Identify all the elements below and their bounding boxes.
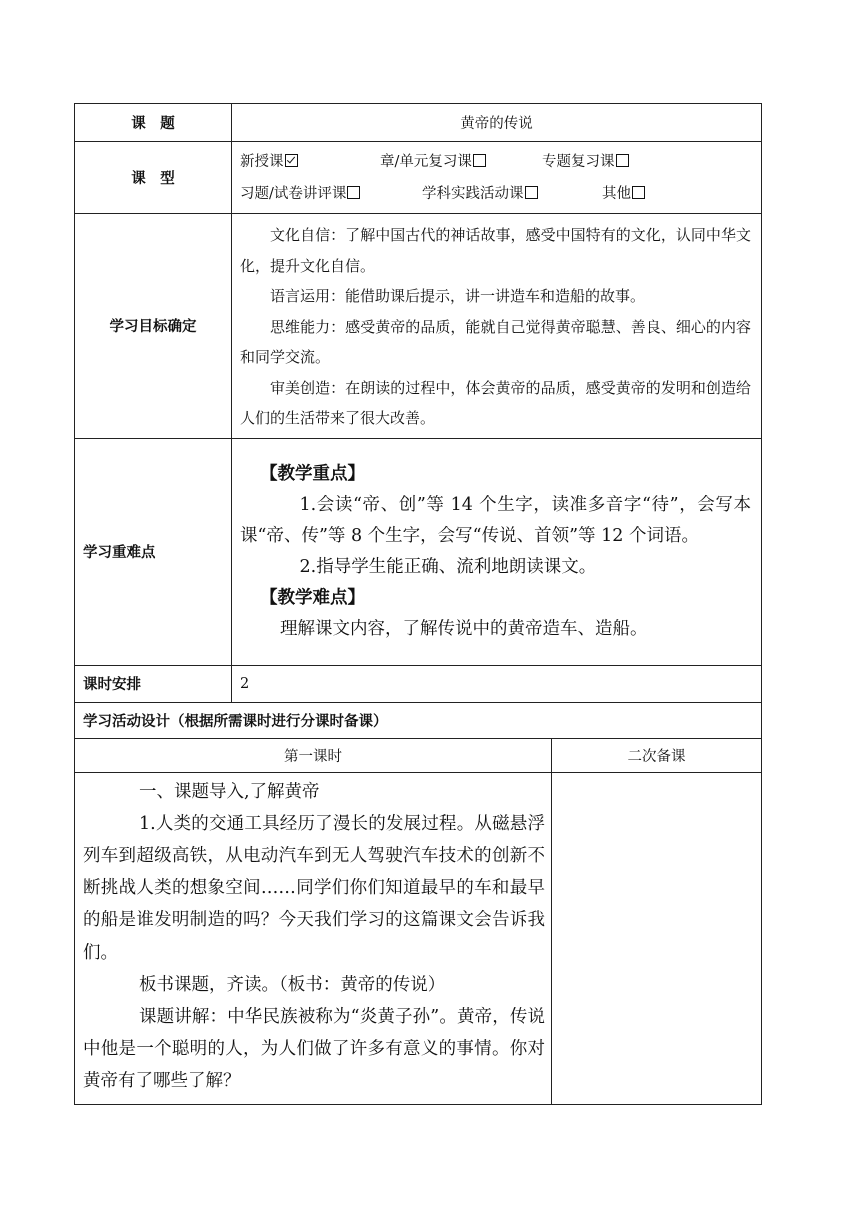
checkbox-icon [616, 154, 629, 167]
lesson-paragraph: 1.人类的交通工具经历了漫长的发展过程。从磁悬浮列车到超级高铁，从电动汽车到无人驾驶汽车技术的创新不断挑战人类的想象空间……同学们你们知道最早的车和最早的船是谁发明制造的吗？今天我们学习的这篇课文会告诉我们。 [83, 813, 545, 963]
goals-content [232, 214, 762, 439]
focus-item: 2.指导学生能正确、流利地朗读课文。 [299, 556, 597, 577]
lesson-type-label: 课 型 [75, 142, 232, 214]
schedule-row [75, 665, 762, 702]
topic-label: 课 题 [75, 104, 232, 142]
checkbox-icon [632, 186, 645, 199]
key-points-row [75, 438, 762, 665]
focus-heading: 【教学重点】 [260, 463, 365, 484]
option-exercise-review: 习题/试卷讲评课 [240, 178, 422, 210]
difficulty-text: 理解课文内容，了解传说中的黄帝造车、造船。 [280, 618, 648, 639]
checkbox-icon [525, 186, 538, 199]
focus-item: 1.会读“帝、创”等 14 个生字，读准多音字“待”，会写本课“帝、传”等 8 个生字，会写“传说、首领”等 12 个词语。 [240, 494, 751, 546]
difficulty-heading: 【教学难点】 [260, 587, 365, 608]
topic-value: 黄帝的传说 [232, 104, 762, 142]
lesson-paragraph: 课题讲解：中华民族被称为“炎黄子孙”。黄帝，传说中他是一个聪明的人，为人们做了许多有意义的事情。你对黄帝有了哪些了解？ [83, 1006, 545, 1092]
goal-culture: 文化自信：了解中国古代的神话故事，感受中国特有的文化，认同中华文化，提升文化自信。 [240, 226, 751, 275]
design-columns-row [75, 738, 762, 772]
option-topic-review: 专题复习课 [542, 146, 629, 178]
lesson-plan-table [74, 103, 762, 1105]
first-lesson-header: 第一课时 [75, 738, 552, 772]
option-practice: 学科实践活动课 [422, 178, 602, 210]
second-prep-header: 二次备课 [552, 738, 762, 772]
schedule-value: 2 [232, 665, 762, 702]
design-heading-row [75, 702, 762, 738]
goals-label: 学习目标确定 [75, 214, 232, 439]
goal-language: 语言运用：能借助课后提示，讲一讲造车和造船的故事。 [270, 287, 646, 305]
lesson-type-line-2 [232, 178, 761, 210]
lesson-type-options [232, 142, 762, 214]
option-new-lesson: 新授课 [240, 146, 380, 178]
key-points-content [232, 438, 762, 665]
second-prep-content [552, 772, 762, 1104]
key-points-label: 学习重难点 [75, 438, 232, 665]
section-heading: 一、课题导入,了解黄帝 [139, 781, 320, 802]
goals-row [75, 214, 762, 439]
checkbox-icon [347, 186, 360, 199]
first-lesson-content [75, 772, 552, 1104]
goal-thinking: 思维能力：感受黄帝的品质，能就自己觉得黄帝聪慧、善良、细心的内容和同学交流。 [240, 317, 751, 366]
option-unit-review: 章/单元复习课 [380, 146, 542, 178]
lesson-paragraph: 板书课题，齐读。（板书：黄帝的传说） [139, 974, 446, 995]
lesson-type-line-1 [232, 146, 761, 178]
checkbox-checked-icon [285, 154, 298, 167]
goal-aesthetic: 审美创造：在朗读的过程中，体会黄帝的品质，感受黄帝的发明和创造给人们的生活带来了很大改善。 [240, 378, 751, 427]
checkbox-icon [473, 154, 486, 167]
design-heading: 学习活动设计（根据所需课时进行分课时备课） [75, 702, 762, 738]
option-other: 其他 [602, 178, 645, 210]
schedule-label: 课时安排 [75, 665, 232, 702]
design-body-row [75, 772, 762, 1104]
lesson-type-row [75, 142, 762, 214]
topic-row [75, 104, 762, 142]
